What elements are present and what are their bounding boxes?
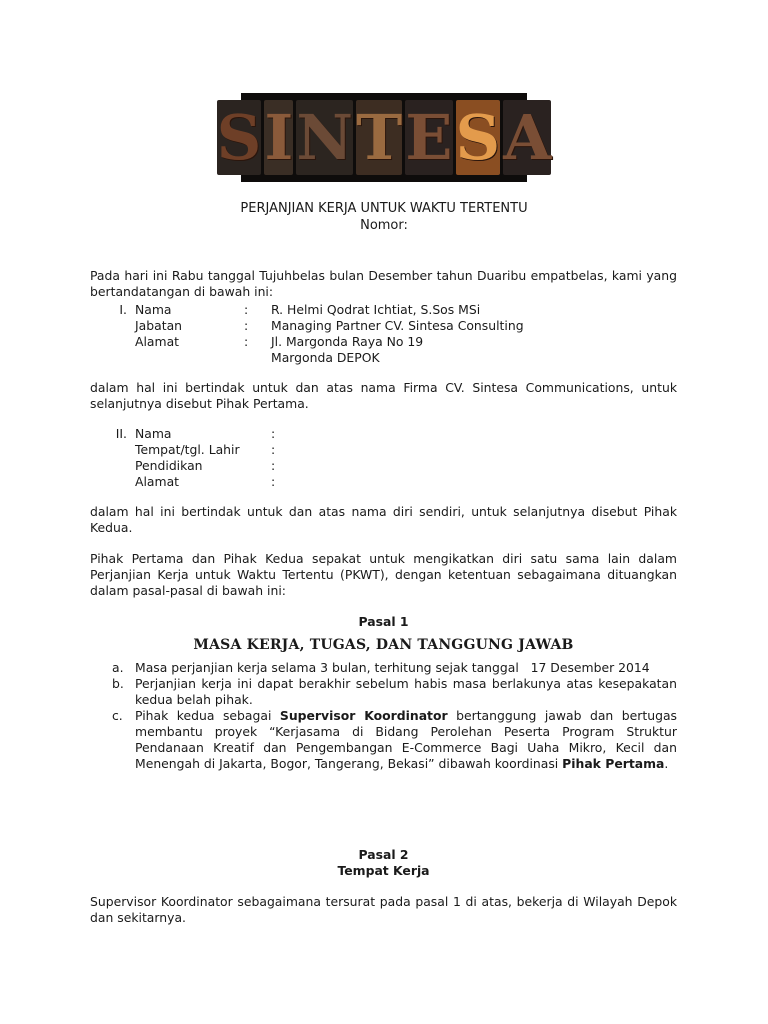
field-value: Margonda DEPOK [271,350,380,365]
party-two-details [90,426,677,490]
field-colon: : [244,318,249,333]
field-label: Alamat [135,474,180,489]
field-value: R. Helmi Qodrat Ichtiat, S.Sos MSi [271,302,481,317]
field-label: Nama [135,302,172,317]
party-one-numeral: I. [119,302,127,317]
list-marker: b. [112,676,124,691]
field-label: Nama [135,426,172,441]
field-label: Jabatan [135,318,183,333]
intro-paragraph: Pada hari ini Rabu tanggal Tujuhbelas bulan Desember tahun Duaribu empatbelas, kami yang bertandatangan di bawah ini: [90,268,677,299]
field-colon: : [271,474,276,489]
logo-letter: T [356,100,403,174]
field-colon: : [271,458,276,473]
field-label: Tempat/tgl. Lahir [135,442,240,457]
list-text [135,708,677,772]
party-two-statement: dalam hal ini bertindak untuk dan atas nama diri sendiri, untuk selanjutnya disebut Pihak Kedua. [90,504,677,535]
logo-letter: S [216,100,262,174]
logo-letter: N [296,100,354,174]
list-item [90,660,677,676]
party-name: Pihak Pertama [562,756,665,771]
pasal-2-title: Tempat Kerja [337,863,430,878]
role-name: Supervisor Koordinator [279,708,448,723]
pasal-1-heading: Pasal 1 [358,614,409,629]
party-one-statement: dalam hal ini bertindak untuk dan atas nama Firma CV. Sintesa Communications, untuk selanjutnya disebut Pihak Pertama. [90,380,677,411]
list-text-part: Pihak kedua sebagai [135,708,280,723]
logo-letter: S [455,100,501,174]
party-two-numeral: II. [115,426,127,441]
list-marker: a. [112,660,124,675]
pasal-2-heading: Pasal 2 [358,847,409,862]
logo-letter: I [264,100,294,174]
logo-letter: A [503,100,552,174]
pasal-1-title: MASA KERJA, TUGAS, DAN TANGGUNG JAWAB [193,637,574,653]
list-text-part: . [664,756,669,771]
agreement-paragraph: Pihak Pertama dan Pihak Kedua sepakat untuk mengikatkan diri satu sama lain dalam Perjanjian Kerja untuk Waktu Tertentu (PKWT), dengan ketentuan sebagaimana dituangkan dalam pasal-pasal di bawah ini: [90,551,677,598]
document-number: Nomor: [360,218,408,233]
party-one-details [90,302,677,366]
pasal-1-list [90,660,677,772]
list-marker: c. [112,708,123,723]
list-item [90,676,677,708]
field-colon [244,350,271,366]
sintesa-logo [216,93,552,182]
document-title: PERJANJIAN KERJA UNTUK WAKTU TERTENTU [240,201,528,216]
pasal-2-body: Supervisor Koordinator sebagaimana tersurat pada pasal 1 di atas, bekerja di Wilayah Depok dan sekitarnya. [90,894,677,925]
field-colon: : [244,334,249,349]
field-label: Pendidikan [135,458,203,473]
field-colon: : [271,426,276,441]
list-text: Masa perjanjian kerja selama 3 bulan, terhitung sejak tanggal 17 Desember 2014 [135,660,650,675]
field-label [135,350,244,366]
field-colon: : [271,442,276,457]
document-header [0,200,768,234]
field-value: Managing Partner CV. Sintesa Consulting [271,318,524,333]
field-colon: : [244,302,249,317]
field-value: Jl. Margonda Raya No 19 [271,334,424,349]
logo-letter: E [405,100,453,174]
field-label: Alamat [135,334,180,349]
list-text-part: bertanggung jawab dan bertugas membantu proyek “Kerjasama di Bidang Perolehan Peserta Program Struktur Pendanaan Kreatif dan Pengembangan E-Commerce Bagi Uaha Mikro, Kecil dan Menengah di Jakarta, Bogor, Tangerang, Bekasi” dibawah koordinasi [135,708,677,771]
list-text: Perjanjian kerja ini dapat berakhir sebelum habis masa berlakunya atas kesepakatan kedua belah pihak. [135,676,677,707]
list-item [90,708,677,772]
